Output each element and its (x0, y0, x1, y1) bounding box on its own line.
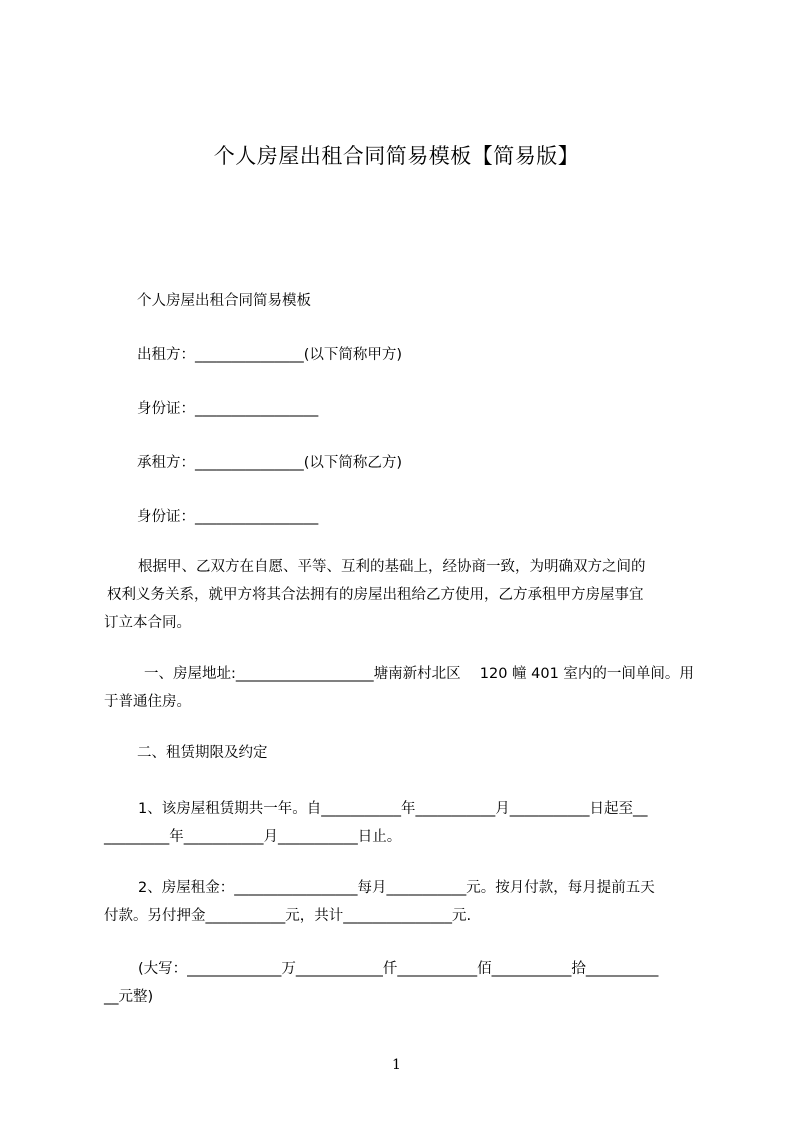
lessee-line: 承租方：_______________(以下简称乙方) (137, 455, 403, 471)
preamble-line: 根据甲、乙双方在自愿、平等、互利的基础上，经协商一致，为明确双方之间的 (138, 559, 646, 575)
lease-term-line: 1、该房屋租赁期共一年。自___________年___________月___________日起至__ (138, 801, 648, 817)
rent-in-words-line: __元整) (104, 989, 154, 1005)
document-title: 个人房屋出租合同简易模板【简易版】 (213, 144, 580, 168)
lease-term-paragraph (104, 795, 710, 851)
contract-subtitle: 个人房屋出租合同简易模板 (137, 293, 311, 309)
clause-address-line: 一、房屋地址:___________________塘南新村北区 120 幢 401 室内的一间单间。用 (144, 666, 694, 682)
preamble-line: 订立本合同。 (104, 615, 191, 631)
preamble-line: 权利义务关系，就甲方将其合法拥有的房屋出租给乙方使用，乙方承租甲方房屋事宜 (107, 587, 644, 603)
rent-paragraph (104, 874, 710, 930)
lessee-id-line: 身份证：_________________ (137, 509, 319, 525)
rent-line: 付款。另付押金___________元，共计_______________元. (104, 908, 472, 924)
lessor-id-line: 身份证：_________________ (137, 401, 319, 417)
page-number: 1 (392, 1057, 401, 1073)
clause-term-heading: 二、租赁期限及约定 (137, 745, 268, 761)
lessor-line: 出租方：_______________(以下简称甲方) (137, 347, 403, 363)
rent-in-words-line: (大写：_____________万____________仟___________佰___________拾__________ (138, 961, 659, 977)
rent-line: 2、房屋租金：_________________每月___________元。按月付款，每月提前五天 (138, 880, 655, 896)
preamble-paragraph (104, 553, 710, 637)
clause-address-paragraph (104, 660, 710, 716)
clause-address-line: 于普通住房。 (104, 694, 191, 710)
lease-term-line: _________年___________月___________日止。 (104, 829, 402, 845)
rent-in-words-paragraph (104, 955, 710, 1011)
